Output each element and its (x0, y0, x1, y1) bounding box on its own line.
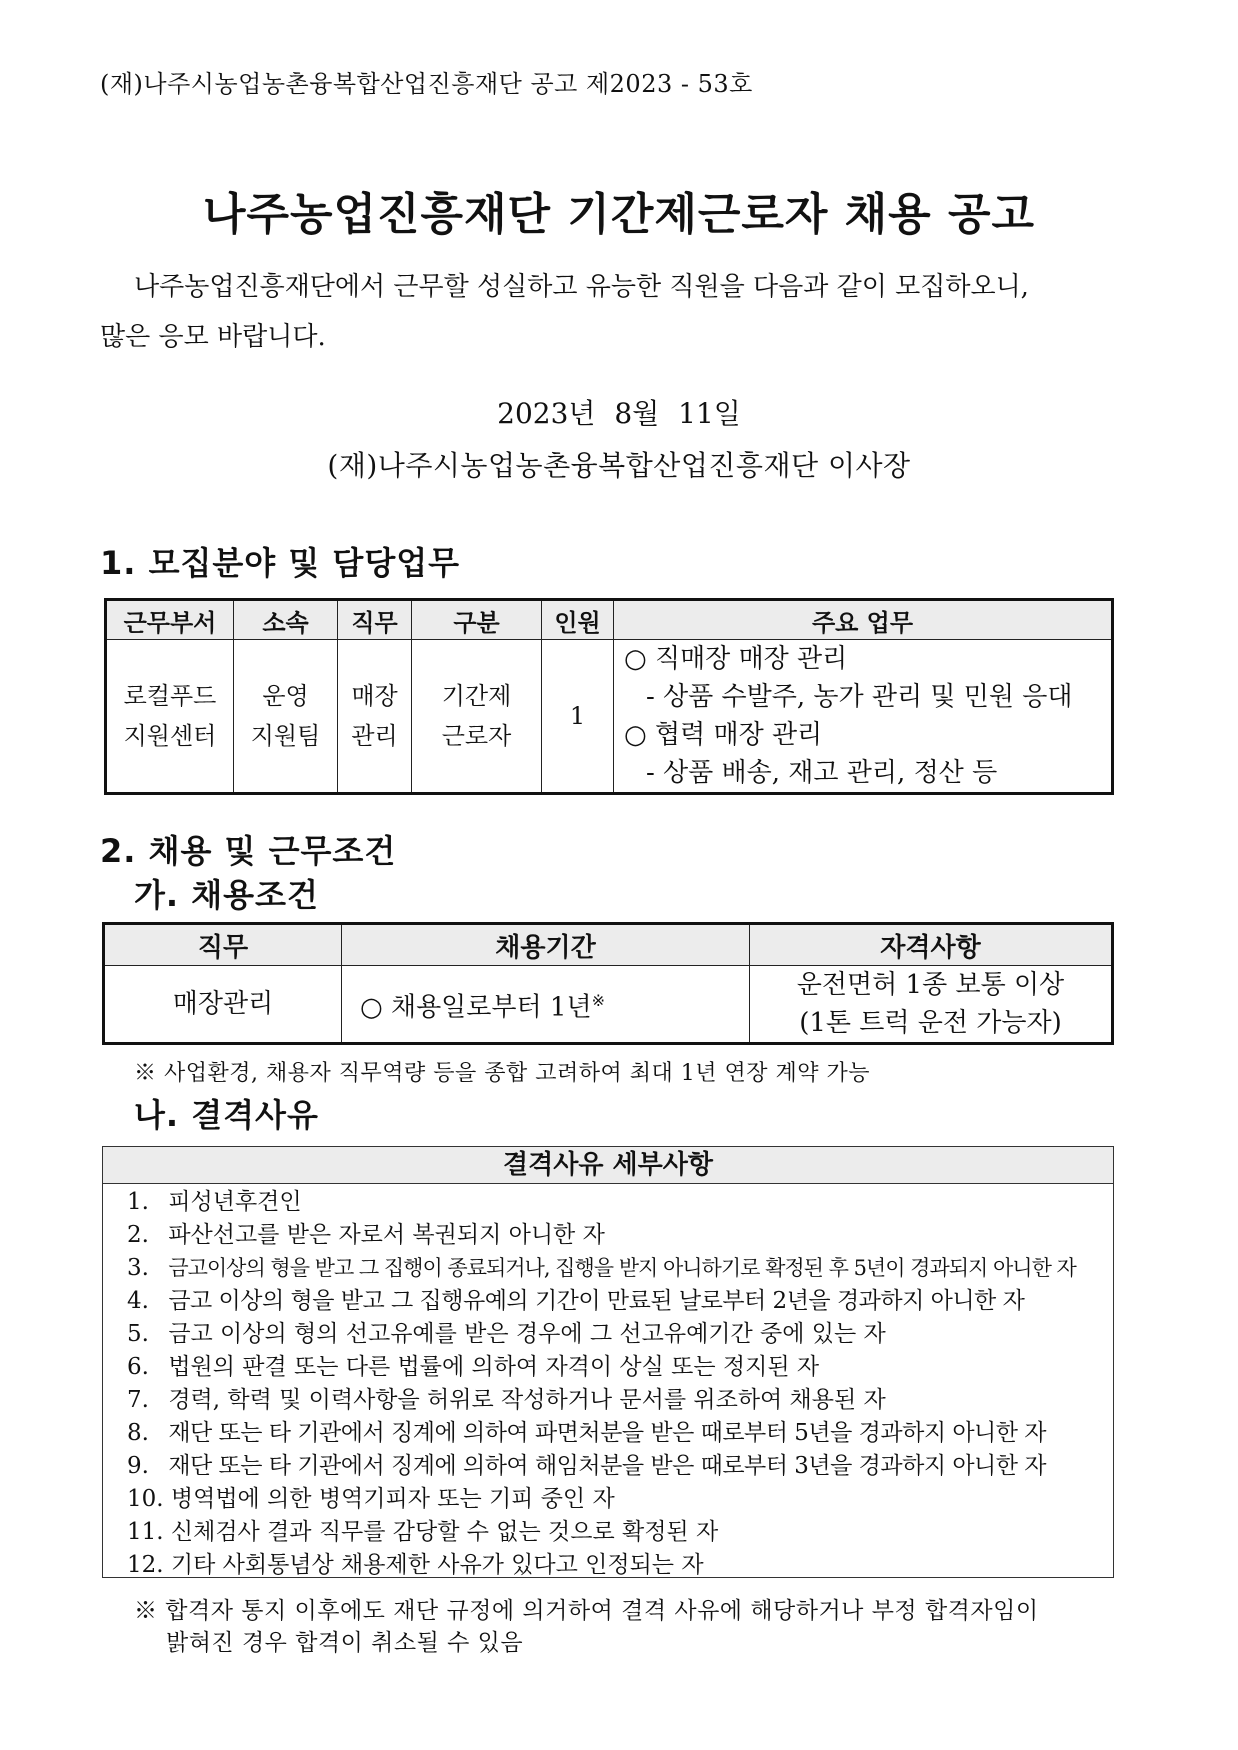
item-number: 12. (127, 1552, 164, 1578)
cell-type (412, 640, 542, 794)
notice-number: (재)나주시농업농촌융복합산업진흥재단 공고 제2023 - 53호 (100, 70, 753, 98)
item-text: 파산선고를 받은 자로서 복권되지 아니한 자 (168, 1222, 605, 1248)
item-text: 금고 이상의 형의 선고유예를 받은 경우에 그 선고유예기간 중에 있는 자 (168, 1321, 886, 1347)
cell-text: 관리 (351, 722, 398, 750)
duty-line: ○ 직매장 매장 관리 (624, 644, 848, 674)
duty-line: ○ 협력 매장 관리 (624, 720, 823, 750)
cell-qualification (750, 966, 1113, 1044)
cell-affiliation (234, 640, 338, 794)
period-footnote-mark: ※ (591, 990, 605, 1010)
item-number: 2. (127, 1222, 149, 1248)
cell-text: (1톤 트럭 운전 가능자) (799, 1008, 1062, 1038)
period-text: ○ 채용일로부터 1년 (360, 992, 592, 1023)
item-number: 7. (127, 1387, 149, 1413)
cell-text: 운전면허 1종 보통 이상 (796, 970, 1065, 1000)
cell-period (342, 966, 750, 1044)
subsection-b-heading: 나. 결격사유 (134, 1096, 319, 1134)
list-item (127, 1450, 1113, 1483)
item-number: 11. (127, 1519, 164, 1545)
section2-heading: 2. 채용 및 근무조건 (100, 832, 397, 870)
extension-note: ※ 사업환경, 채용자 직무역량 등을 종합 고려하여 최대 1년 연장 계약 가능 (134, 1061, 870, 1086)
cell-job: 매장관리 (104, 966, 342, 1044)
item-number: 1. (127, 1189, 149, 1215)
duty-line: - 상품 배송, 재고 관리, 정산 등 (646, 758, 998, 788)
col-header-type: 구분 (412, 600, 542, 640)
duty-line: - 상품 수발주, 농가 관리 및 민원 응대 (646, 682, 1073, 712)
list-item (127, 1483, 1113, 1516)
col-header-job: 직무 (338, 600, 412, 640)
col-header-period: 채용기간 (342, 924, 750, 966)
item-text: 병역법에 의한 병역기피자 또는 기피 중인 자 (170, 1486, 615, 1512)
list-item (127, 1384, 1113, 1417)
item-number: 10. (127, 1486, 164, 1512)
item-text: 신체검사 결과 직무를 감당할 수 없는 것으로 확정된 자 (170, 1519, 719, 1545)
cancellation-note-line-1: ※ 합격자 통지 이후에도 재단 규정에 의거하여 결격 사유에 해당하거나 부정 합격자임이 (134, 1598, 1039, 1624)
table-row (104, 966, 1113, 1044)
list-item (127, 1549, 1113, 1582)
item-number: 6. (127, 1354, 149, 1380)
cell-count: 1 (542, 640, 614, 794)
item-text: 경력, 학력 및 이력사항을 허위로 작성하거나 문서를 위조하여 채용된 자 (168, 1387, 886, 1413)
disqualification-box (102, 1146, 1114, 1578)
col-header-affiliation: 소속 (234, 600, 338, 640)
col-header-qualification: 자격사항 (750, 924, 1113, 966)
table-header-row (106, 600, 1113, 640)
cell-text: 기간제 (441, 682, 512, 710)
col-header-duties: 주요 업무 (614, 600, 1113, 640)
intro-line-2: 많은 응모 바랍니다. (100, 322, 326, 352)
cell-text: 로컬푸드 (123, 682, 217, 710)
col-header-dept: 근무부서 (106, 600, 234, 640)
item-text: 금고 이상의 형을 받고 그 집행유예의 기간이 만료된 날로부터 2년을 경과하지 아니한 자 (168, 1288, 1025, 1314)
cell-duties (614, 640, 1113, 794)
item-number: 5. (127, 1321, 149, 1347)
issuer: (재)나주시농업농촌융복합산업진흥재단 이사장 (327, 449, 911, 482)
item-number: 9. (127, 1453, 149, 1479)
item-number: 3. (127, 1255, 149, 1281)
cell-dept (106, 640, 234, 794)
list-item (127, 1186, 1113, 1219)
notice-date: 2023년 8월 11일 (497, 397, 741, 430)
list-item (127, 1351, 1113, 1384)
subsection-a-heading: 가. 채용조건 (134, 876, 319, 914)
cell-text: 매장 (351, 682, 398, 710)
item-text: 피성년후견인 (168, 1189, 302, 1215)
item-text: 기타 사회통념상 채용제한 사유가 있다고 인정되는 자 (170, 1552, 704, 1578)
page-title: 나주농업진흥재단 기간제근로자 채용 공고 (202, 189, 1036, 240)
conditions-table (102, 922, 1114, 1045)
list-item (127, 1219, 1113, 1252)
recruitment-table (104, 598, 1114, 795)
list-item (127, 1516, 1113, 1549)
table-header-row (104, 924, 1113, 966)
col-header-job: 직무 (104, 924, 342, 966)
cell-job (338, 640, 412, 794)
list-item (127, 1417, 1113, 1450)
item-text: 금고이상의 형을 받고 그 집행이 종료되거나, 집행을 받지 아니하기로 확정된 후 5년이 경과되지 아니한 자 (168, 1256, 1076, 1280)
cell-text: 지원팀 (250, 722, 321, 750)
cell-text: 지원센터 (123, 722, 217, 750)
item-text: 법원의 판결 또는 다른 법률에 의하여 자격이 상실 또는 정지된 자 (168, 1354, 820, 1380)
item-text: 재단 또는 타 기관에서 징계에 의하여 해임처분을 받은 때로부터 3년을 경과하지 아니한 자 (168, 1453, 1047, 1479)
list-item (127, 1285, 1113, 1318)
item-number: 4. (127, 1288, 149, 1314)
item-number: 8. (127, 1420, 149, 1446)
intro-line-1: 나주농업진흥재단에서 근무할 성실하고 유능한 직원을 다음과 같이 모집하오니, (134, 272, 1029, 302)
col-header-count: 인원 (542, 600, 614, 640)
intro-paragraph (100, 262, 1110, 362)
cancellation-note-line-2: 밝혀진 경우 합격이 취소될 수 있음 (166, 1630, 524, 1656)
item-text: 재단 또는 타 기관에서 징계에 의하여 파면처분을 받은 때로부터 5년을 경과하지 아니한 자 (168, 1420, 1047, 1446)
disqualification-box-title: 결격사유 세부사항 (103, 1147, 1113, 1184)
table-row (106, 640, 1113, 794)
cell-text: 운영 (262, 682, 309, 710)
disqualification-list (103, 1184, 1113, 1582)
list-item (127, 1318, 1113, 1351)
section1-heading: 1. 모집분야 및 담당업무 (100, 544, 461, 582)
cell-text: 근로자 (441, 722, 512, 750)
list-item (127, 1252, 1113, 1285)
